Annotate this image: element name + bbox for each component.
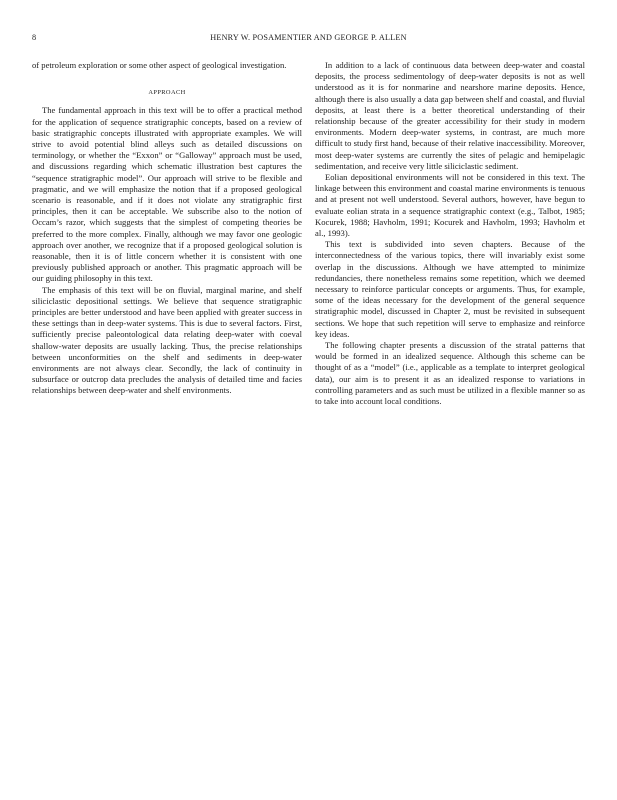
page-number: 8: [32, 33, 37, 42]
paragraph-eolian: Eolian depositional environments will not be considered in this text. The linkage between this environment and coastal marine environments is tenuous and at present not well understood. Several authors, however, have begun to evaluate eolian strata in a sequence stratigraphic context (e.g., Talbot, 1985; Kocurek, 1988; Havholm, 1991; Kocurek and Havholm, 1993; Havholm et al., 1993).: [315, 172, 585, 239]
paragraph-deep-water: In addition to a lack of continuous data between deep-water and coastal deposits, the process sedimentology of deep-water deposits is not as well understood as it is for nonmarine and nearshore marine deposits. Hence, although there is also usually a data gap between shelf and coastal, and fluvial deposits, at least there is a better theoretical understanding of their relationship because of the greater accessibility for their study in modern environments. Modern deep-water systems, in contrast, are much more difficult to study first hand, because of their relative inaccessibility. Moreover, most deep-water systems are currently the sites of pelagic and hemipelagic sedimentation, and receive very little siliciclastic sediment.: [315, 60, 585, 171]
continuation-paragraph: of petroleum exploration or some other aspect of geological investigation.: [32, 60, 287, 70]
paragraph-emphasis: The emphasis of this text will be on fluvial, marginal marine, and shelf siliciclastic depositional settings. We believe that sequence stratigraphic principles are better understood and have been applied with greater success in these settings than in deep-water systems. This is due to several factors. First, sufficiently precise paleontological data relating deep-water with coeval shallow-water deposits are usually lacking. Thus, the precise relationships between unconformities on the shelf and sediments in deep-water environments are not always clear. Secondly, the lack of continuity in subsurface or outcrop data precludes the analysis of detailed time and facies relationships between deep-water and shelf environments.: [32, 284, 302, 396]
paragraph-chapters: This text is subdivided into seven chapters. Because of the interconnectedness of the various topics, there will invariably exist some overlap in the discussions. Although we have attempted to minimize redundancies, there nonetheless remains some repetition, which we deemed necessary to reinforce particular concepts or arguments. Thus, for example, some of the ideas necessary for the development of the general sequence stratigraphic model, discussed in Chapter 2, must be revisited in subsequent sections. We hope that such repetition will serve to emphasize and reinforce key ideas.: [315, 239, 585, 339]
paragraph-following-chapter: The following chapter presents a discussion of the stratal patterns that would be formed in an idealized sequence. Although this scheme can be thought of as a “model” (i.e., applicable as a template to interpret geological data), our aim is to present it as an idealized response to variations in controlling parameters and as such must be utilized in a flexible manner so as to take into account local conditions.: [315, 340, 585, 407]
page-header: [32, 33, 585, 45]
running-head: HENRY W. POSAMENTIER AND GEORGE P. ALLEN: [210, 33, 407, 42]
left-column: [32, 60, 302, 397]
right-column: [315, 60, 585, 407]
section-heading: APPROACH: [148, 89, 186, 97]
paragraph-approach: The fundamental approach in this text will be to offer a practical method for the application of sequence stratigraphic concepts, based on a review of basic stratigraphic concepts illustrated with appropriate examples. We will strive to avoid potential blind alleys such as detailed discussions on terminology, or whether the “Exxon” or “Galloway” approach must be used, and discussions regarding which schematic illustration best captures the “sequence stratigraphic model”. Our approach will strive to be flexible and pragmatic, and we will emphasize the notion that if a proposed geological scenario is reasonable, and if it does not violate any stratigraphic first principles, then it can be acceptable. We subscribe also to the notion of Occam’s razor, which suggests that the simplest of competing theories be preferred to the more complex. Finally, although we may favor one geologic approach over another, we recognize that if a proposed geological solution is reasonable, then it is of little concern whether it is consistent with one previously published approach or another. This pragmatic approach will be our guiding philosophy in this text.: [32, 105, 302, 284]
